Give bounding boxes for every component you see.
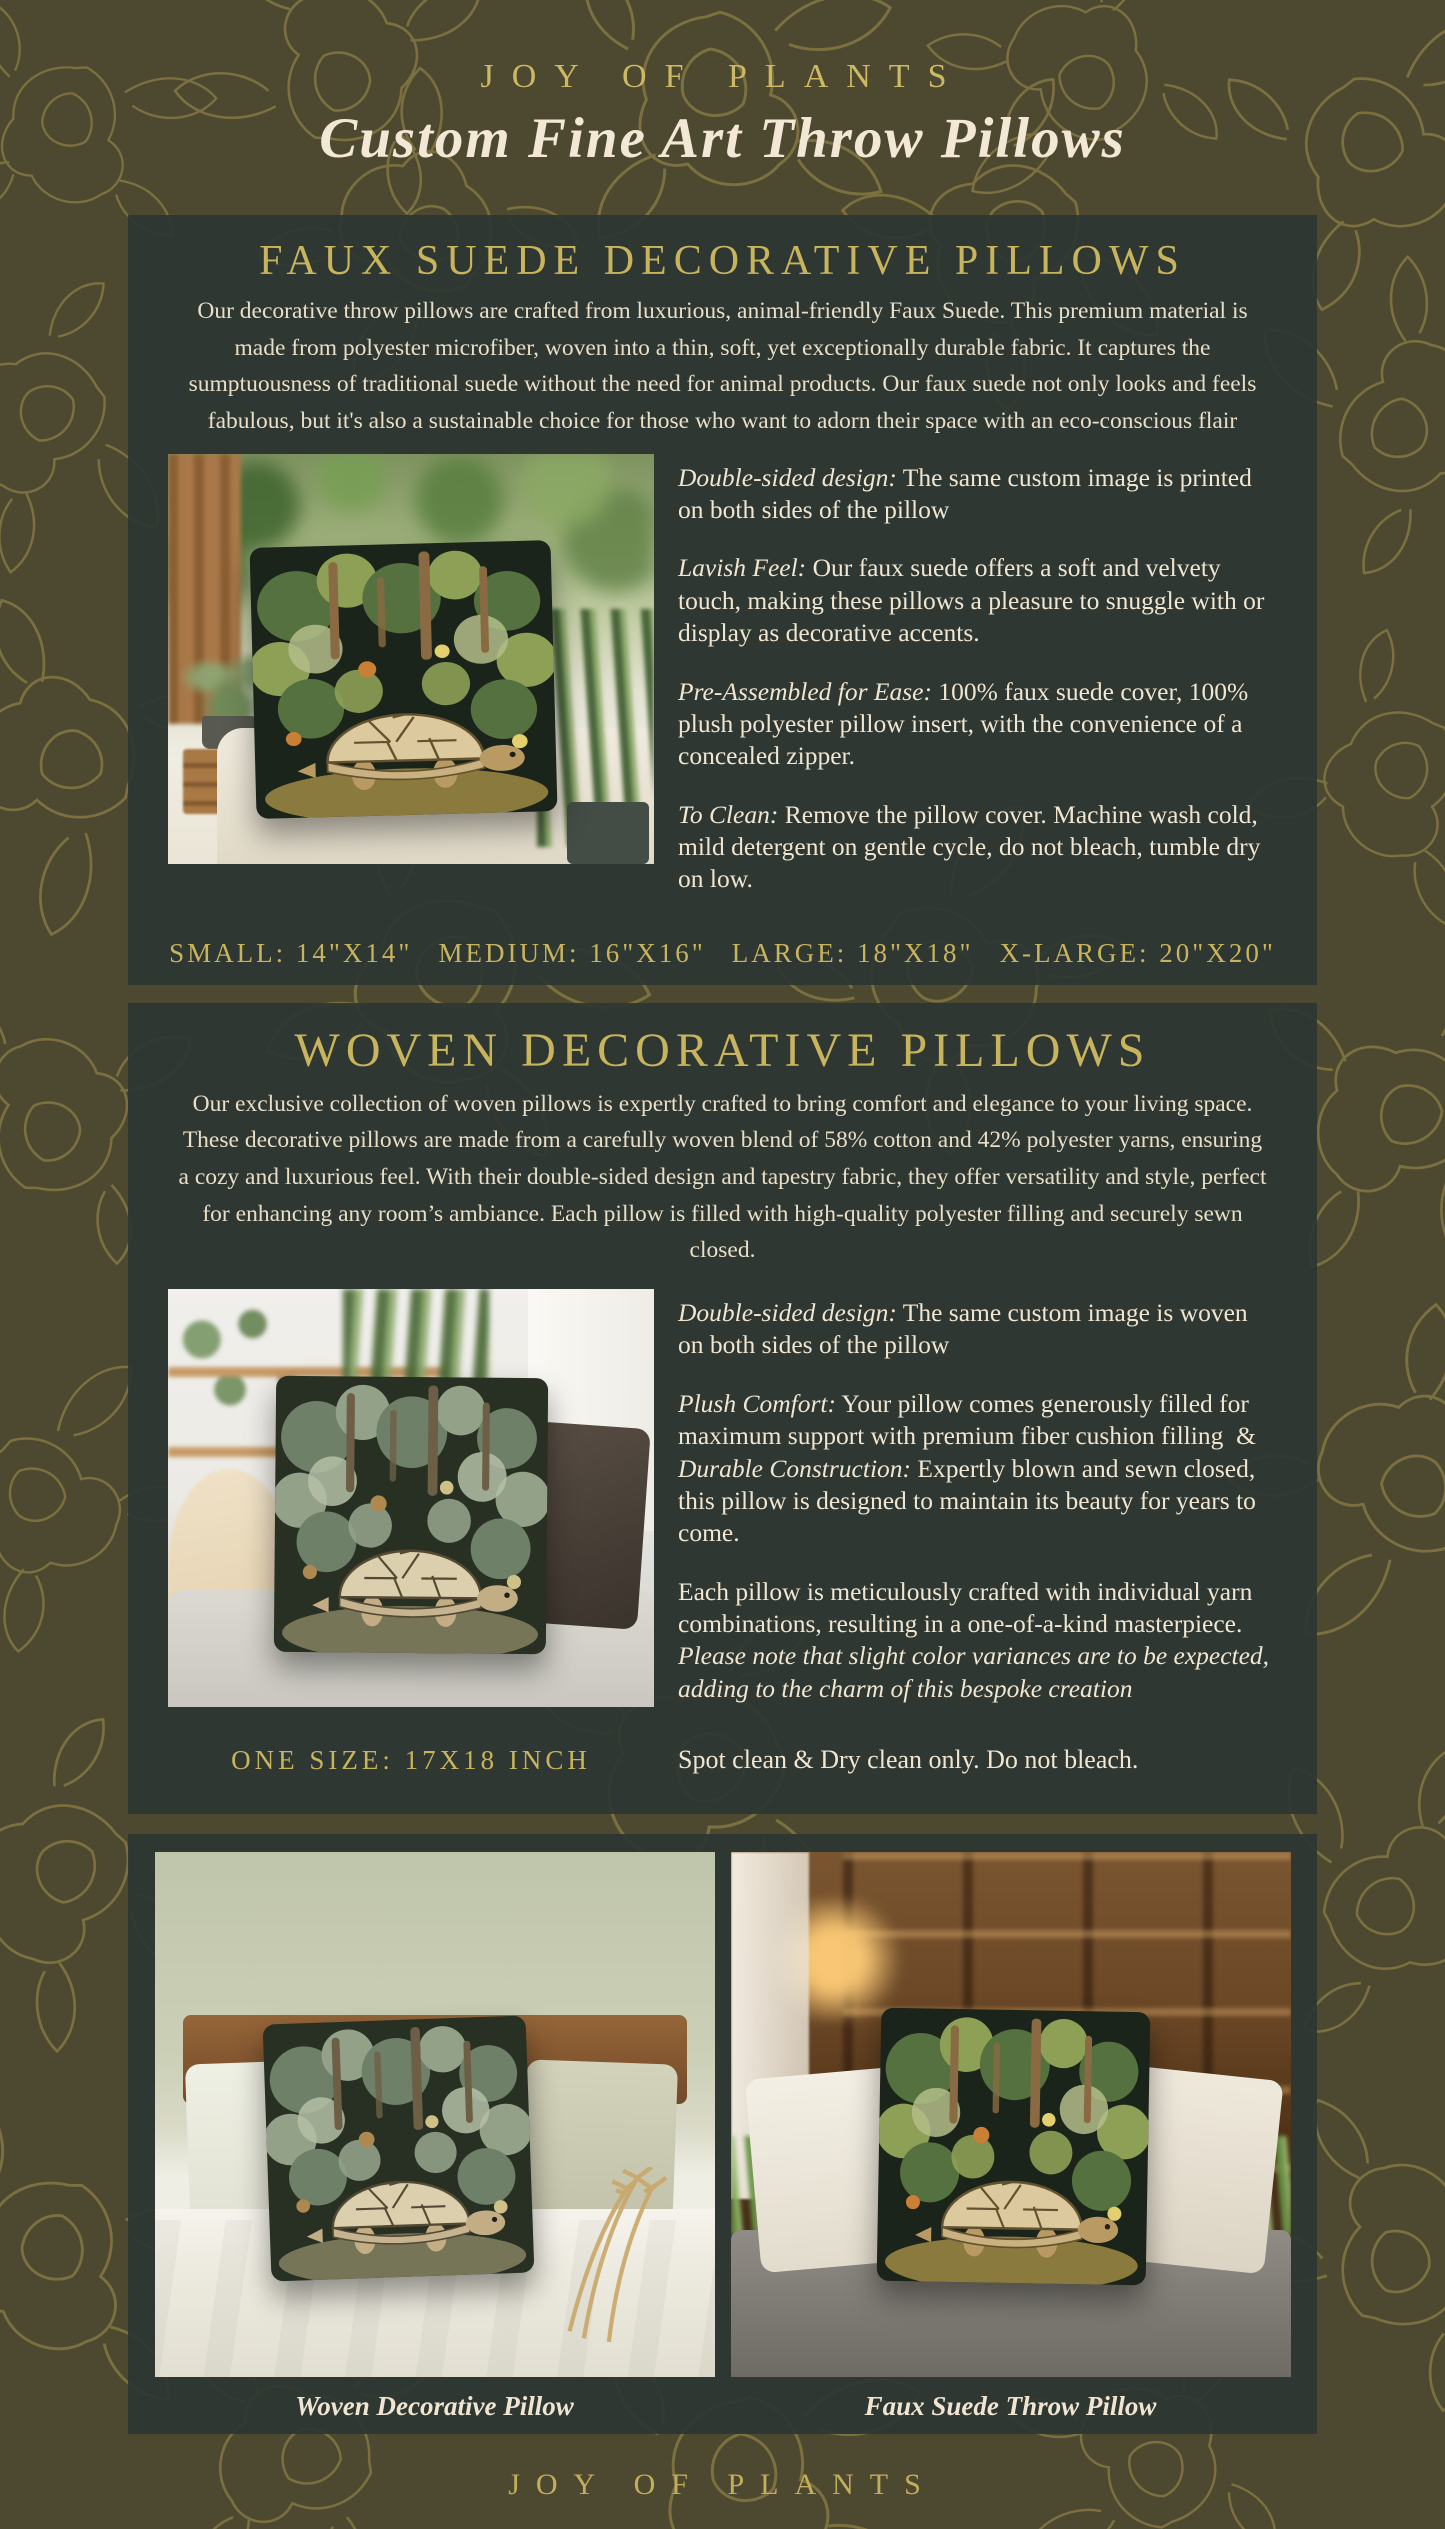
woven-features xyxy=(678,1289,1277,1731)
gallery-section xyxy=(128,1834,1317,2434)
brand-wordmark: JOY OF PLANTS xyxy=(480,58,965,95)
woven-one-size: ONE SIZE: 17X18 INCH xyxy=(231,1745,591,1776)
size-option: X-LARGE: 20"X20" xyxy=(999,937,1276,968)
faux-suede-intro: Our decorative throw pillows are crafted from luxurious, animal-friendly Faux Suede. This premium material is made from polyester microfiber, woven into a thin, soft, yet exceptionally durable fabric. It captures the sumptuousness of traditional suede without the need for animal products. Our faux suede not only looks and feels fabulous, but it's also a sustainable choice for those who want to adorn their space with an eco-conscious flair xyxy=(188,298,1257,434)
size-option: SMALL: 14"X14" xyxy=(169,937,413,968)
footer-brand-wordmark: JOY OF PLANTS xyxy=(508,2468,937,2502)
turtle-tapestry-pillow-graphic xyxy=(250,540,558,818)
faux-suede-content-row xyxy=(128,454,1317,922)
faux-suede-couch-photo xyxy=(731,1852,1291,2377)
size-option: LARGE: 18"X18" xyxy=(731,937,974,968)
woven-content-row xyxy=(128,1289,1317,1731)
faux-suede-sizes xyxy=(128,938,1317,969)
faux-suede-section xyxy=(128,215,1317,985)
gallery-captions xyxy=(128,2391,1317,2422)
page-title: Custom Fine Art Throw Pillows xyxy=(319,107,1126,170)
woven-pillow-bed-photo xyxy=(155,1852,715,2377)
turtle-tapestry-pillow-graphic xyxy=(877,2007,1151,2285)
woven-photo-column xyxy=(168,1289,654,1731)
turtle-tapestry-pillow-graphic xyxy=(274,1376,549,1654)
dried-grass-decor xyxy=(558,2167,681,2346)
woven-care-instructions: Spot clean & Dry clean only. Do not bleach. xyxy=(678,1745,1139,1775)
woven-pillow-caption: Woven Decorative Pillow xyxy=(295,2391,574,2422)
feature-paragraph: Double-sided design: The same custom image is printed on both sides of the pillow xyxy=(678,462,1252,524)
faux-suede-photo-column xyxy=(168,454,654,922)
feature-paragraph: Pre-Assembled for Ease: 100% faux suede cover, 100% plush polyester pillow insert, with the convenience of a concealed zipper. xyxy=(678,676,1249,771)
header xyxy=(0,0,1445,171)
feature-paragraph: To Clean: Remove the pillow cover. Machine wash cold, mild detergent on gentle cycle, do not bleach, tumble dry on low. xyxy=(678,799,1261,894)
faux-suede-heading: FAUX SUEDE DECORATIVE PILLOWS xyxy=(259,238,1186,284)
woven-heading: WOVEN DECORATIVE PILLOWS xyxy=(294,1023,1151,1077)
faux-suede-pillow-caption: Faux Suede Throw Pillow xyxy=(864,2391,1157,2422)
woven-intro: Our exclusive collection of woven pillows is expertly crafted to bring comfort and elegance to your living space. These decorative pillows are made from a carefully woven blend of 58% cotton and 42% polyester yarns, ensuring a cozy and luxurious feel. With their double-sided design and tapestry fabric, they offer versatility and style, perfect for enhancing any room’s ambiance. Each pillow is filled with high-quality polyester filling and securely sewn closed. xyxy=(178,1090,1267,1264)
woven-bottom-row xyxy=(128,1745,1317,1776)
faux-suede-features xyxy=(678,454,1277,922)
woven-section xyxy=(128,1003,1317,1814)
feature-paragraph: Double-sided design: The same custom image is woven on both sides of the pillow xyxy=(678,1298,1248,1360)
feature-paragraph: Plush Comfort: Your pillow comes generously filled for maximum support with premium fiber cushion filling & Durable Construction: Expertly blown and sewn closed, this pillow is designed to maintain its beauty for years to come. xyxy=(678,1388,1256,1548)
gallery-row xyxy=(128,1852,1317,2377)
turtle-tapestry-pillow-graphic xyxy=(262,2016,534,2282)
feature-paragraph: Lavish Feel: Our faux suede offers a soft and velvety touch, making these pillows a pleasure to snuggle with or display as decorative accents. xyxy=(678,553,1265,648)
faux-suede-lifestyle-photo xyxy=(168,454,654,864)
photo-decor-planter xyxy=(567,802,650,864)
feature-paragraph: Each pillow is meticulously crafted with individual yarn combinations, resulting in a one-of-a-kind masterpiece. Please note that slight color variances are to be expected, adding to the charm of this bespoke creation xyxy=(678,1576,1270,1703)
size-option: MEDIUM: 16"X16" xyxy=(438,937,706,968)
woven-lifestyle-photo xyxy=(168,1289,654,1707)
